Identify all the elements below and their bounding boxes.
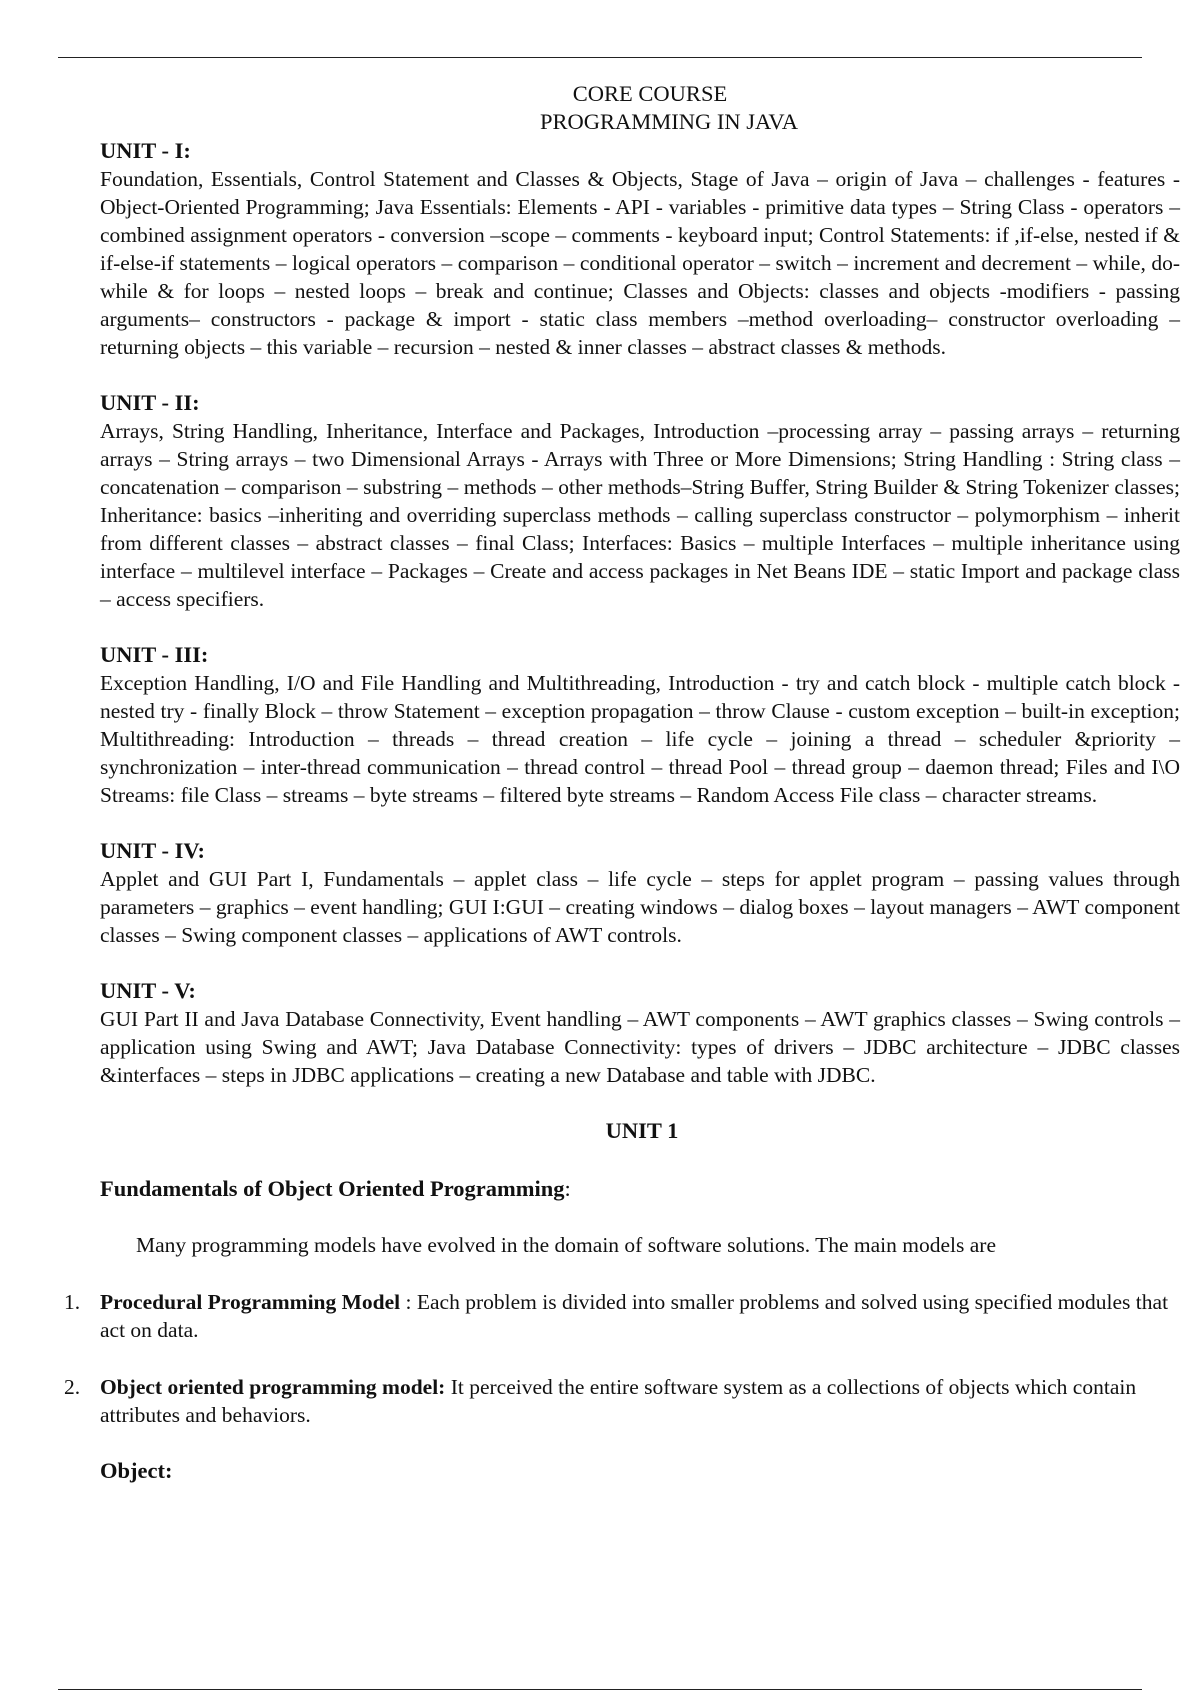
model-term: Procedural Programming Model [100, 1290, 401, 1314]
unit-5-section [100, 977, 1180, 1089]
list-number: 1. [64, 1290, 81, 1314]
unit-title: UNIT - I: [100, 138, 191, 163]
model-description: : Each problem is divided into smaller problems and solved using specified modules that act on data. [100, 1290, 1169, 1342]
unit-syllabus-text: Exception Handling, I/O and File Handling and Multithreading, Introduction - try and catch block - multiple catch block - nested try - finally Block – throw Statement – exception propagation – throw Clause - custom exception – built-in exception; Multithreading: Introduction – threads – thread creation – life cycle – joining a thread – scheduler &priority – synchronization – inter-thread communication – thread control – thread Pool – thread group – daemon thread; Files and I\O Streams: file Class – streams – byte streams – filtered byte streams – Random Access File class – character streams. [100, 671, 1180, 807]
top-rule [58, 57, 1142, 58]
programming-models-list [64, 1288, 1180, 1429]
fundamentals-heading [100, 1175, 1180, 1203]
unit-syllabus-text: Applet and GUI Part I, Fundamentals – applet class – life cycle – steps for applet program – passing values through parameters – graphics – event handling; GUI I:GUI – creating windows – dialog boxes – layout managers – AWT component classes – Swing component classes – applications of AWT controls. [100, 867, 1180, 947]
unit-1-chapter-heading: UNIT 1 [605, 1118, 679, 1143]
model-term: Object oriented programming model: [100, 1375, 446, 1399]
unit-title: UNIT - V: [100, 978, 196, 1003]
unit-1-section [100, 137, 1180, 361]
course-title-heading: PROGRAMMING IN JAVA [540, 109, 798, 134]
bottom-rule [58, 1689, 1142, 1690]
course-type-heading: CORE COURSE [572, 81, 728, 106]
model-description: It perceived the entire software system as a collections of objects which contain attributes and behaviors. [100, 1375, 1137, 1427]
list-item [64, 1288, 1180, 1344]
document-page [64, 80, 1180, 1485]
intro-paragraph: Many programming models have evolved in the domain of software solutions. The main models are [136, 1233, 997, 1257]
object-heading: Object: [100, 1458, 173, 1483]
fundamentals-heading-text: Fundamentals of Object Oriented Programming [100, 1176, 565, 1201]
list-item [64, 1373, 1180, 1429]
unit-4-section [100, 837, 1180, 949]
list-number: 2. [64, 1375, 81, 1399]
unit-3-section [100, 641, 1180, 809]
fundamentals-heading-colon: : [564, 1176, 571, 1201]
unit-syllabus-text: Arrays, String Handling, Inheritance, Interface and Packages, Introduction –processing array – passing arrays – returning arrays – String arrays – two Dimensional Arrays - Arrays with Three or More Dimensions; String Handling : String class – concatenation – comparison – substring – methods – other methods–String Buffer, String Builder & String Tokenizer classes; Inheritance: basics –inheriting and overriding superclass methods – calling superclass constructor – polymorphism – inherit from different classes – abstract classes – final Class; Interfaces: Basics – multiple Interfaces – multiple inheritance using interface – multilevel interface – Packages – Create and access packages in Net Beans IDE – static Import and package class – access specifiers. [100, 419, 1180, 611]
unit-syllabus-text: Foundation, Essentials, Control Statement and Classes & Objects, Stage of Java – origin of Java – challenges - features - Object-Oriented Programming; Java Essentials: Elements - API - variables - primitive data types – String Class - operators –combined assignment operators - conversion –scope – comments - keyboard input; Control Statements: if ,if-else, nested if & if-else-if statements – logical operators – comparison – conditional operator – switch – increment and decrement – while, do-while & for loops – nested loops – break and continue; Classes and Objects: classes and objects -modifiers - passing arguments– constructors - package & import - static class members –method overloading– constructor overloading –returning objects – this variable – recursion – nested & inner classes – abstract classes & methods. [100, 167, 1180, 359]
unit-title: UNIT - III: [100, 642, 209, 667]
unit-title: UNIT - IV: [100, 838, 206, 863]
unit-title: UNIT - II: [100, 390, 200, 415]
unit-syllabus-text: GUI Part II and Java Database Connectivity, Event handling – AWT components – AWT graphics classes – Swing controls – application using Swing and AWT; Java Database Connectivity: types of drivers – JDBC architecture – JDBC classes &interfaces – steps in JDBC applications – creating a new Database and table with JDBC. [100, 1007, 1180, 1087]
unit-2-section [100, 389, 1180, 613]
